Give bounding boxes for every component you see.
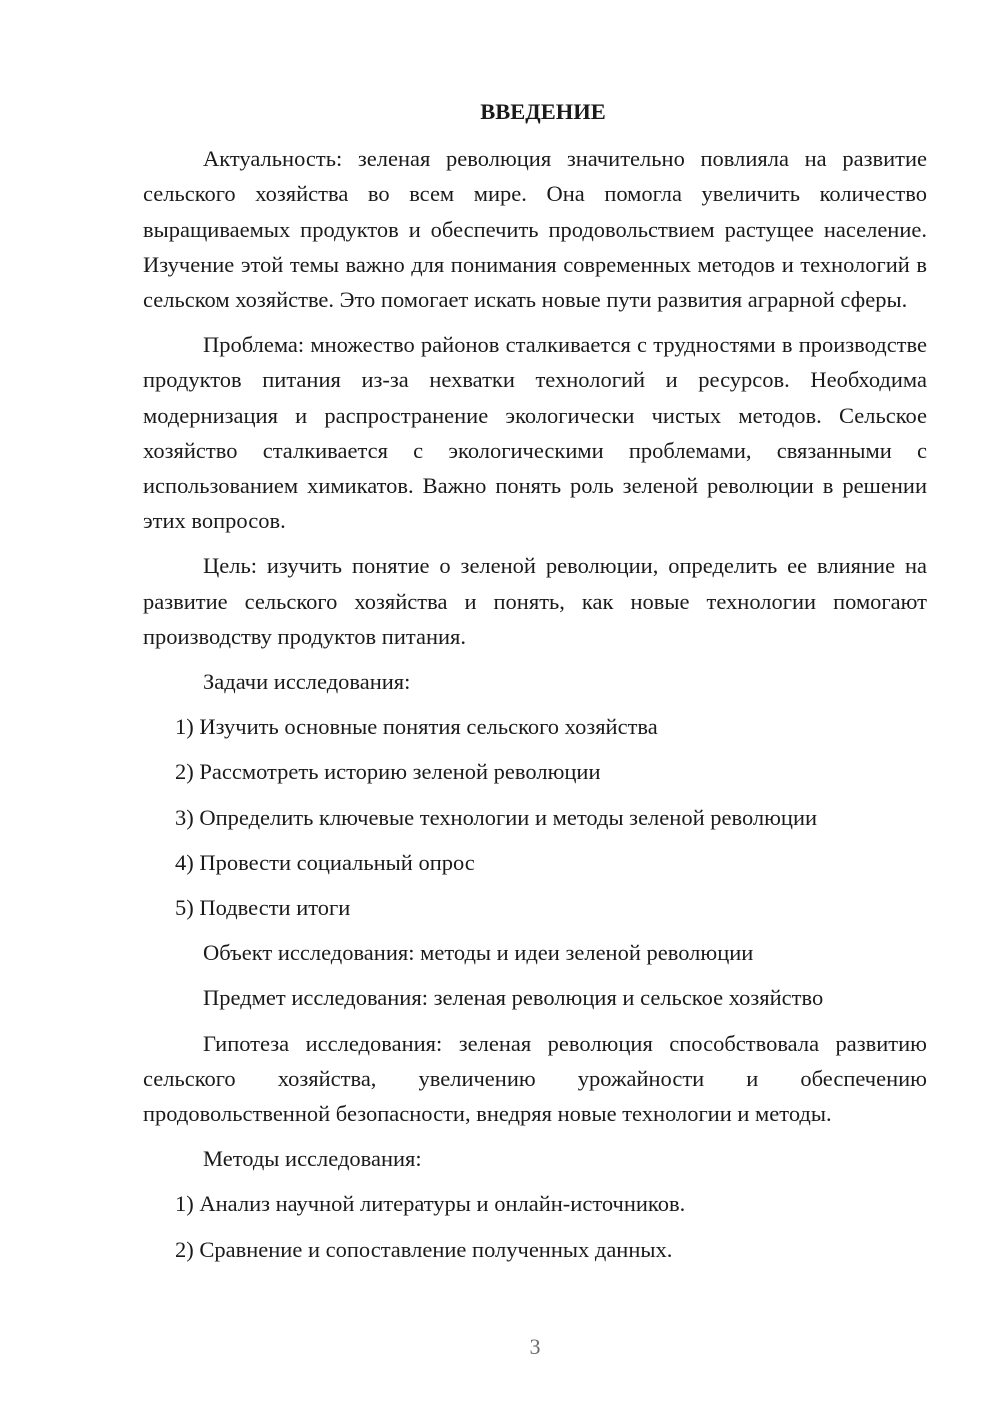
list-item: 1) Анализ научной литературы и онлайн-источников. xyxy=(175,1191,686,1217)
list-item: 5) Подвести итоги xyxy=(175,895,351,921)
list-item: 2) Сравнение и сопоставление полученных данных. xyxy=(175,1236,673,1262)
tasks-label: Задачи исследования: xyxy=(203,669,411,695)
hypothesis-paragraph: Гипотеза исследования: зеленая революция способствовала развитию сельского хозяйства, увеличению урожайности и обеспечению продовольственной безопасности, внедряя новые технологии и методы. xyxy=(143,1030,927,1127)
relevance-paragraph: Актуальность: зеленая революция значительно повлияла на развитие сельского хозяйства во всем мире. Она помогла увеличить количество выращиваемых продуктов и обеспечить продовольствием растущее население. Изучение этой темы важно для понимания современных методов и технологий в сельском хозяйстве. Это помогает искать новые пути развития аграрной сферы. xyxy=(143,146,927,313)
list-item: 3) Определить ключевые технологии и методы зеленой революции xyxy=(175,804,818,830)
list-item: 2) Рассмотреть историю зеленой революции xyxy=(175,759,601,785)
list-item: 4) Провести социальный опрос xyxy=(175,849,475,875)
page-content xyxy=(143,94,927,1277)
object-line: Объект исследования: методы и идеи зеленой революции xyxy=(203,940,754,966)
page-number: 3 xyxy=(529,1334,541,1359)
methods-list xyxy=(143,1186,927,1266)
goal-paragraph: Цель: изучить понятие о зеленой революции, определить ее влияние на развитие сельского хозяйства и понять, как новые технологии помогают производству продуктов питания. xyxy=(143,553,927,649)
subject-line: Предмет исследования: зеленая революция и сельское хозяйство xyxy=(203,985,824,1011)
tasks-list xyxy=(143,709,927,925)
problem-paragraph: Проблема: множество районов сталкивается с трудностями в производстве продуктов питания из-за нехватки технологий и ресурсов. Необходима модернизация и распространение экологически чистых методов. Сельское хозяйство сталкивается с экологическими проблемами, связанными с использованием химикатов. Важно понять роль зеленой революции в решении этих вопросов. xyxy=(143,332,927,534)
methods-label: Методы исследования: xyxy=(203,1146,422,1172)
list-item: 1) Изучить основные понятия сельского хозяйства xyxy=(175,714,658,740)
page-title: ВВЕДЕНИЕ xyxy=(480,99,606,124)
